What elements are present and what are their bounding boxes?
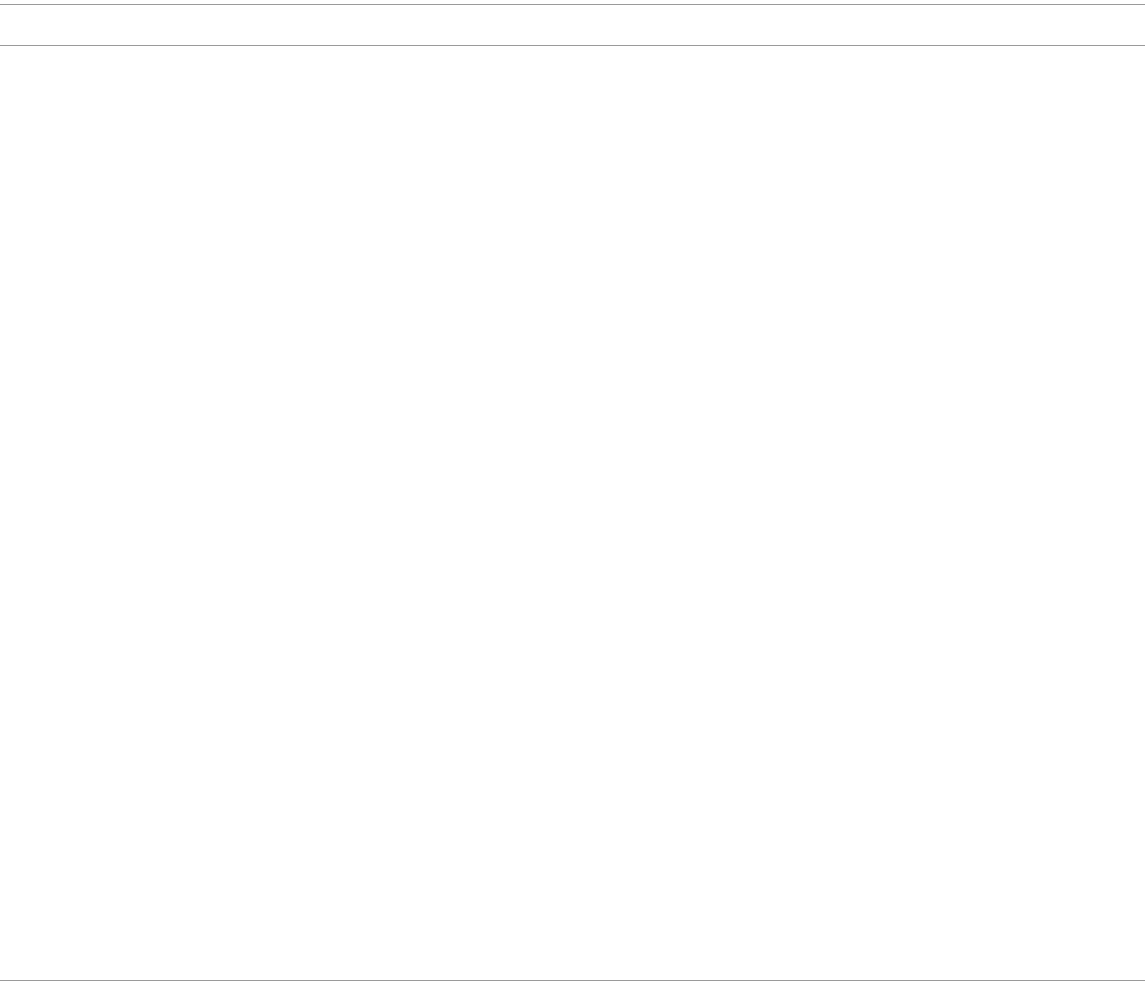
table-header-row [0,4,1145,45]
table-header-rule [0,45,1145,46]
table-bottom-rule [0,980,1145,981]
